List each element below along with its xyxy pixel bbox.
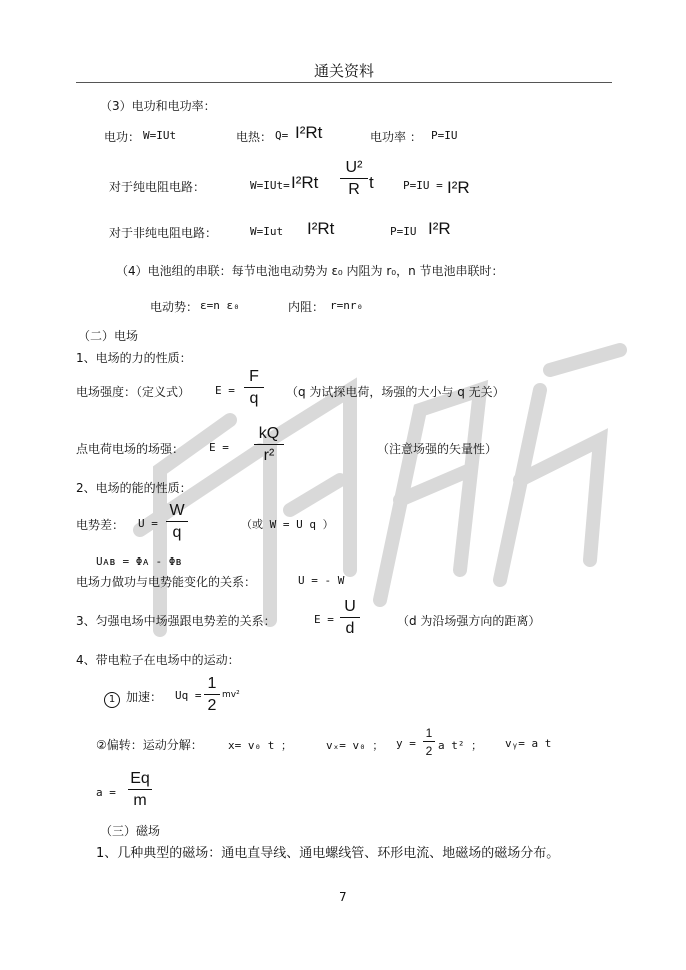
field-p3: 3、匀强电场中场强跟电势差的关系： [76, 614, 276, 628]
nonpure-i2rt: I²Rt [307, 219, 335, 238]
pure-fraction-den: R [348, 181, 360, 198]
strength-den: q [249, 390, 259, 407]
nonpure-circuit-label: 对于非纯电阻电路： [109, 226, 218, 240]
uniform-num: U [344, 598, 356, 615]
potential-num: W [169, 502, 185, 519]
heat-q: Q= [275, 129, 289, 142]
point-e: E = [209, 441, 229, 454]
pure-w: W=IUt= [250, 179, 290, 192]
accel-a-num: Eq [130, 770, 150, 787]
strength-fraction [244, 369, 264, 407]
magnet-heading: （三）磁场 [100, 824, 161, 838]
pure-i2r: I²R [447, 178, 470, 197]
deflect-y-rest: a t² ； [438, 739, 483, 752]
work-label: 电功： [104, 130, 141, 144]
power-formula: P=IU [431, 129, 458, 142]
emf-label: 电动势： [150, 300, 199, 314]
deflect-x: x= v₀ t ； [228, 739, 292, 752]
heat-label: 电热： [236, 130, 273, 144]
uniform-note: （d 为沿场强方向的距离） [397, 614, 541, 628]
pure-circuit-label: 对于纯电阻电路： [109, 180, 206, 194]
heat-i2rt: I²Rt [295, 123, 323, 142]
accel-a-den: m [133, 792, 147, 809]
deflect-y-fraction [423, 727, 435, 757]
battery-series-line: （4）电池组的串联：每节电池电动势为 ε₀ 内阻为 r₀，n 节电池串联时： [116, 264, 504, 278]
header-divider [76, 82, 612, 83]
field-p2: 2、电场的能的性质： [76, 481, 192, 495]
circled-number: 1 [104, 692, 120, 708]
deflect-y-num: 1 [425, 726, 433, 740]
accel-a-fraction [128, 771, 152, 809]
potential-fraction [166, 503, 188, 541]
deflect-y: y = [396, 737, 416, 750]
strength-num: F [249, 368, 259, 385]
pure-fraction-num: U² [345, 159, 363, 176]
accel-marker [104, 687, 120, 708]
point-charge-label: 点电荷电场的场强： [76, 442, 185, 456]
uniform-fraction [340, 599, 360, 637]
uniform-den: d [345, 620, 355, 637]
resist-formula: r=nr₀ [330, 299, 364, 312]
point-num: kQ [258, 425, 280, 442]
work-energy-label: 电场力做功与电势能变化的关系： [76, 575, 257, 589]
pure-t: t [369, 173, 374, 192]
watermark-stamp [120, 330, 640, 660]
work-energy-formula: U = - W [298, 574, 345, 587]
point-note: （注意场强的矢量性） [377, 442, 498, 456]
point-fraction [254, 426, 284, 464]
point-den: r² [263, 447, 275, 464]
potential-label: 电势差： [76, 518, 125, 532]
resist-label: 内阻： [288, 300, 325, 314]
section-heading: （3）电功和电功率： [100, 99, 216, 113]
deflect-vy: vᵧ= a t [505, 737, 552, 750]
potential-alt: （或 W = U q ） [241, 518, 334, 531]
accel-num: 1 [207, 675, 217, 692]
nonpure-p: P=IU [390, 225, 417, 238]
accel-fraction [204, 676, 220, 714]
accel-lhs: Uq = [175, 689, 202, 702]
accel-rhs: mv² [222, 690, 240, 700]
field-heading: （二）电场 [78, 329, 139, 343]
nonpure-w: W=Iut [250, 225, 284, 238]
strength-e: E = [215, 384, 235, 397]
emf-formula: ε=n ε₀ [200, 299, 240, 312]
page-title: 通关资料 [314, 62, 375, 80]
power-label: 电功率 ： [370, 130, 422, 144]
work-formula: W=IUt [143, 129, 177, 142]
accel-den: 2 [207, 697, 217, 714]
pure-p: P=IU = [403, 179, 443, 192]
potential-u: U = [138, 517, 158, 530]
pure-fraction [340, 160, 368, 198]
deflect-y-den: 2 [425, 744, 433, 758]
deflect-label: ②偏转：运动分解： [96, 738, 203, 752]
magnet-p1: 1、几种典型的磁场：通电直导线、通电螺线管、环形电流、地磁场的磁场分布。 [96, 846, 560, 861]
uab-formula: Uᴀʙ = Φᴀ - Φʙ [96, 555, 183, 568]
pure-i2rt: I²Rt [291, 173, 319, 192]
deflect-vx: vₓ= v₀ ； [326, 739, 384, 752]
field-p1: 1、电场的力的性质： [76, 351, 192, 365]
field-p4: 4、带电粒子在电场中的运动： [76, 653, 240, 667]
accel-label: 加速： [126, 690, 163, 704]
strength-note: （q 为试探电荷，场强的大小与 q 无关） [286, 385, 505, 399]
potential-den: q [172, 524, 182, 541]
accel-a-lhs: a = [96, 786, 116, 799]
strength-label: 电场强度：（定义式） [76, 385, 191, 399]
nonpure-i2r: I²R [428, 219, 451, 238]
uniform-e: E = [314, 613, 334, 626]
page-number: 7 [339, 890, 347, 904]
